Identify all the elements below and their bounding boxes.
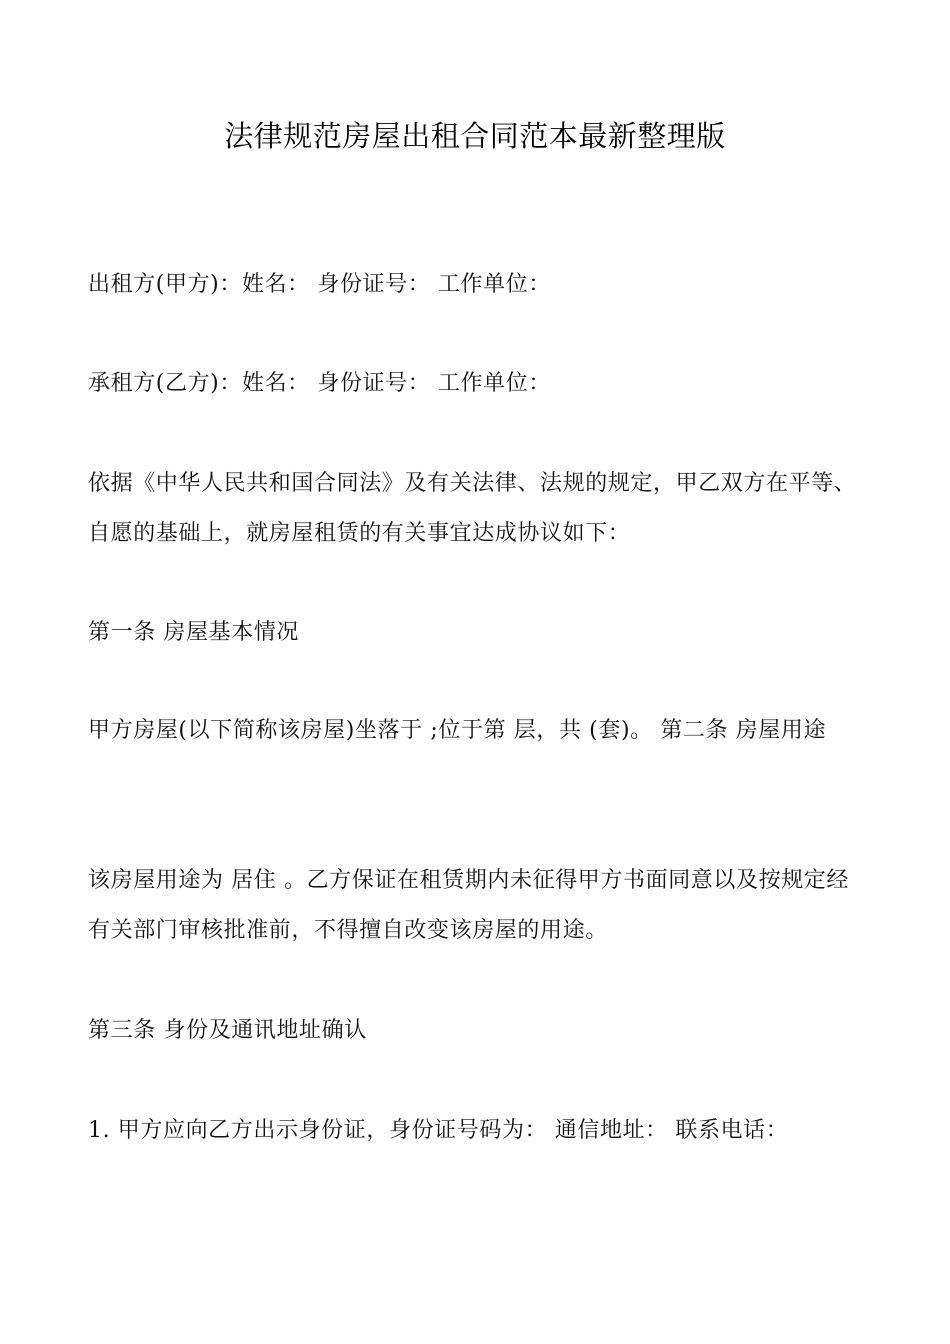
preamble-paragraph: 依据《中华人民共和国合同法》及有关法律、法规的规定，甲乙双方在平等、自愿的基础上，就房屋租赁的有关事宜达成协议如下： — [88, 471, 857, 546]
lessee-info-paragraph: 承租方(乙方)：姓名： 身份证号： 工作单位： — [88, 371, 551, 396]
lessor-info-paragraph: 出租方(甲方)：姓名： 身份证号： 工作单位： — [88, 272, 551, 297]
property-use-paragraph: 该房屋用途为 居住 。乙方保证在租赁期内未征得甲方书面同意以及按规定经有关部门审核批准前，不得擅自改变该房屋的用途。 — [88, 868, 849, 943]
article-1-heading: 第一条 房屋基本情况 — [88, 620, 299, 645]
article-3-heading: 第三条 身份及通讯地址确认 — [88, 1018, 367, 1043]
document-title: 法律规范房屋出租合同范本最新整理版 — [224, 119, 726, 153]
property-location-paragraph: 甲方房屋(以下简称该房屋)坐落于 ;位于第 层，共 (套)。 第二条 房屋用途 — [88, 718, 827, 743]
identity-confirmation-paragraph: 1. 甲方应向乙方出示身份证，身份证号码为： 通信地址： 联系电话： — [88, 1118, 789, 1143]
